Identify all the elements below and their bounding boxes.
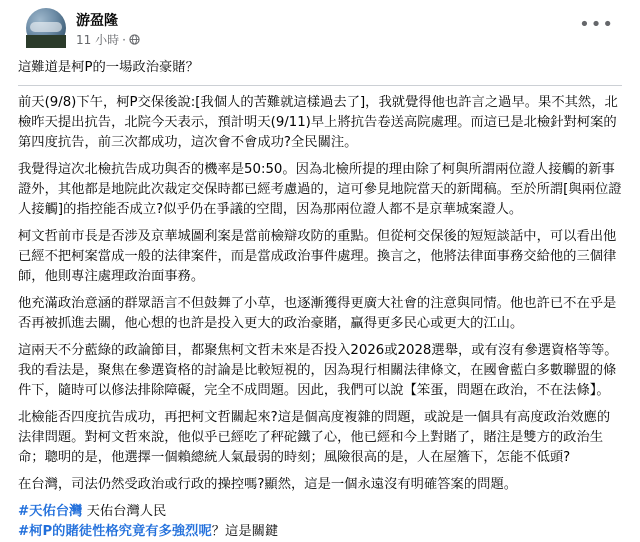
paragraph: 前天(9/8)下午，柯P交保後說:[我個人的苦難就這樣過去了]，我就覺得他也許言之過早。果不其然，北檢昨天提出抗告，北院今天表示，預計明天(9/11)早上將抗告卷送高院處理。而這已是北檢針對柯案的第四度抗告，前三次都成功，這次會不會成功?全民關注。 <box>18 95 618 150</box>
avatar[interactable] <box>26 8 66 48</box>
hashtag-line-1 <box>18 502 622 522</box>
post-time[interactable]: 11 小時 <box>76 33 120 47</box>
meta-separator: · <box>122 32 126 47</box>
hashtag-block <box>18 502 622 542</box>
post-title: 這難道是柯P的一場政治豪賭？ <box>18 60 199 75</box>
hashtag-text: 天佑台灣人民 <box>82 504 167 519</box>
post-meta <box>76 31 140 48</box>
paragraph: 在台灣，司法仍然受政治或行政的操控嗎?顯然，這是一個永遠沒有明確答案的問題。 <box>18 477 518 492</box>
paragraph: 北檢能否四度抗告成功，再把柯文哲關起來?這是個高度複雜的問題，或說是一個具有高度政治效應的法律問題。對柯文哲來說，他似乎已經吃了秤砣鐵了心，他已經和今上對賭了，賭注是雙方的政治生命；聰明的是，他選擇一個賴總統人氣最弱的時刻；風險很高的是，人在屋簷下，怎能不低頭? <box>18 410 611 465</box>
paragraph: 我覺得這次北檢抗告成功與否的機率是50:50。因為北檢所提的理由除了柯與所謂兩位證人接觸的新事證外，其他都是地院此次裁定交保時都已經考慮過的，這可參見地院當天的新聞稿。至於所謂[與兩位證人接觸]的指控能否成立?似乎仍在爭議的空間，因為那兩位證人都不是京華城案證人。 <box>18 162 622 217</box>
post-body <box>12 58 628 542</box>
author-name[interactable]: 游盈隆 <box>76 13 118 29</box>
paragraph: 這兩天不分藍綠的政論節目，都聚焦柯文哲未來是否投入2026或2028選舉，或有沒有參選資格等等。我的看法是，聚焦在參選資格的討論是比較短視的，因為現行相關法律條文，在國會藍白多數聯盟的條件下，隨時可以修法排除障礙，完全不成問題。因此，我們可以說【笨蛋，問題在政治，不在法條】。 <box>18 343 618 398</box>
more-dots-icon[interactable]: ••• <box>579 14 614 35</box>
hashtag-line-2 <box>18 522 622 542</box>
paragraph: 柯文哲前市長是否涉及京華城圖利案是當前檢辯攻防的重點。但從柯交保後的短短談話中，可以看出他已經不把柯案當成一般的法律案件，而是當成政治事件處理。換言之，他將法律面事務交給他的三個律師，他則專注處理政治面事務。 <box>18 229 617 284</box>
avatar-cloud <box>30 22 62 32</box>
globe-icon[interactable] <box>129 34 140 45</box>
hashtag-text: ？這是關鍵 <box>211 524 279 539</box>
paragraph: 他充滿政治意涵的群眾語言不但鼓舞了小草，也逐漸獲得更廣大社會的注意與同情。他也許已不在乎是否再被抓進去關，他心想的也許是投入更大的政治豪賭，贏得更多民心或更大的江山。 <box>18 296 617 331</box>
hashtag-link[interactable]: #柯P的賭徒性格究竟有多強烈呢 <box>18 524 212 539</box>
avatar-ground <box>26 35 66 48</box>
post-header <box>12 0 628 58</box>
title-divider <box>18 85 622 86</box>
hashtag-link[interactable]: #天佑台灣 <box>18 504 83 519</box>
